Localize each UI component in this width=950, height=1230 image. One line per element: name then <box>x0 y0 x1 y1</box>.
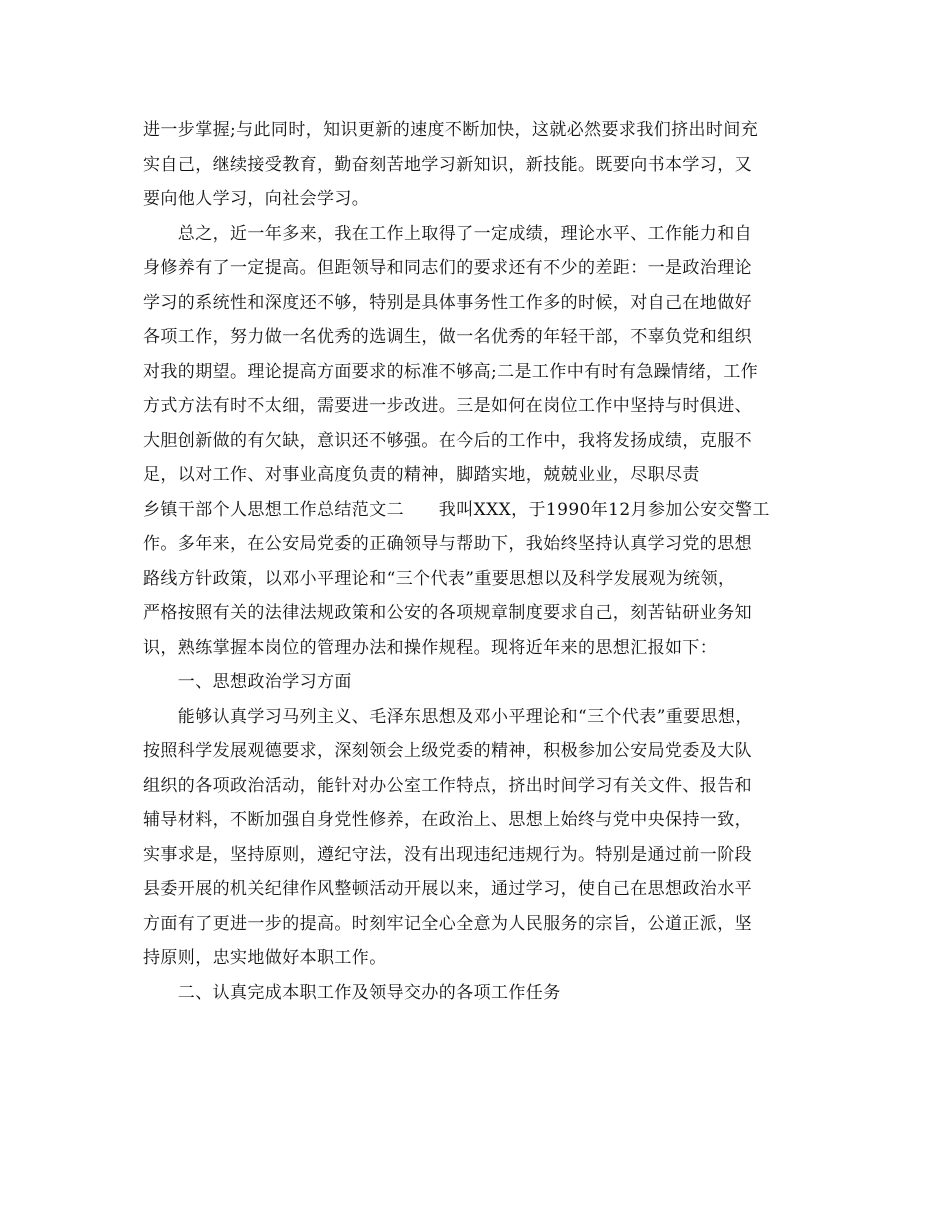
text-line: 实事求是，坚持原则，遵纪守法，没有出现违纪违规行为。特别是通过前一阶段 <box>143 844 752 865</box>
text-line: 能够认真学习马列主义、毛泽东思想及邓小平理论和“三个代表”重要思想， <box>143 706 753 727</box>
heading-1: 一、思想政治学习方面 <box>143 672 352 692</box>
text-line: 按照科学发展观德要求，深刻领会上级党委的精神，积极参加公安局党委及大队 <box>143 741 752 761</box>
text-line: 方面有了更进一步的提高。时刻牢记全心全意为人民服务的宗旨，公道正派，坚 <box>143 913 752 934</box>
text-line: 持原则，忠实地做好本职工作。 <box>143 948 387 968</box>
text-line: 大胆创新做的有欠缺，意识还不够强。在今后的工作中，我将发扬成绩，克服不 <box>143 430 752 451</box>
text-line: 组织的各项政治活动，能针对办公室工作特点，挤出时间学习有关文件、报告和 <box>143 775 752 796</box>
text-line: 要向他人学习，向社会学习。 <box>143 189 370 209</box>
text-line: 严格按照有关的法律法规政策和公安的各项规章制度要求自己，刻苦钻研业务知 <box>143 603 752 623</box>
text-line: 路线方针政策，以邓小平理论和“三个代表”重要思想以及科学发展观为统领， <box>143 568 736 589</box>
text-line: 足，以对工作、对事业高度负责的精神，脚踏实地，兢兢业业，尽职尽责 <box>143 465 700 485</box>
text-line: 作。多年来，在公安局党委的正确领导与帮助下，我始终坚持认真学习党的思想 <box>143 534 752 554</box>
body-text <box>143 113 805 1010</box>
text-line: 实自己，继续接受教育，勤奋刻苦地学习新知识，新技能。既要向书本学习，又 <box>143 154 752 175</box>
heading-2: 二、认真完成本职工作及领导交办的各项工作任务 <box>143 982 561 1003</box>
text-line: 辅导材料，不断加强自身党性修养，在政治上、思想上始终与党中央保持一致， <box>143 810 752 830</box>
text-line: 学习的系统性和深度还不够，特别是具体事务性工作多的时候，对自己在地做好 <box>143 292 752 313</box>
text-line: 进一步掌握;与此同时，知识更新的速度不断加快，这就必然要求我们挤出时间充 <box>143 120 759 140</box>
text-line: 方式方法有时不太细，需要进一步改进。三是如何在岗位工作中坚持与时俱进、 <box>143 396 752 416</box>
text-line: 身修养有了一定提高。但距领导和同志们的要求还有不少的差距：一是政治理论 <box>143 258 752 278</box>
text-line: 对我的期望。理论提高方面要求的标准不够高;二是工作中有时有急躁情绪，工作 <box>143 361 759 382</box>
section-title-line: 乡镇干部个人思想工作总结范文二 我叫XXX，于1990年12月参加公安交警工 <box>143 499 770 520</box>
text-line: 县委开展的机关纪律作风整顿活动开展以来，通过学习，使自己在思想政治水平 <box>143 879 752 899</box>
text-line: 各项工作，努力做一名优秀的选调生，做一名优秀的年轻干部，不辜负党和组织 <box>143 327 752 347</box>
text-line: 识，熟练掌握本岗位的管理办法和操作规程。现将近年来的思想汇报如下： <box>143 637 718 658</box>
text-line: 总之，近一年多来，我在工作上取得了一定成绩，理论水平、工作能力和自 <box>143 223 752 244</box>
